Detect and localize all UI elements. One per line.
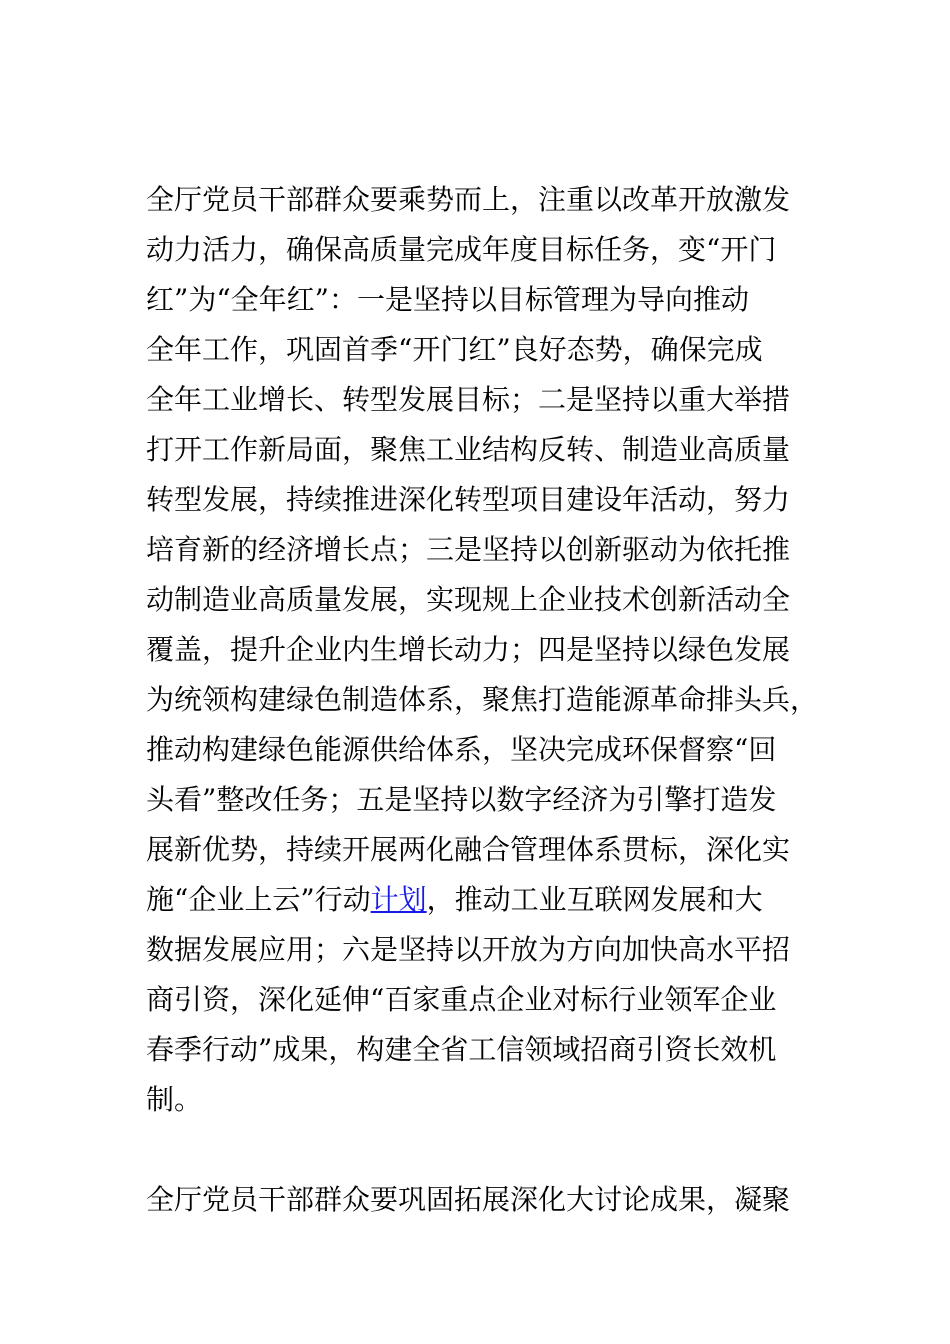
paragraph-1-line-15 [146,882,846,918]
paragraph-1-line-6: 打开工作新局面，聚焦工业结构反转、制造业高质量 [146,433,791,466]
link-line-before: 施“企业上云”行动 [146,883,371,916]
paragraph-1-line-7: 转型发展，持续推进深化转型项目建设年活动，努力 [146,483,791,516]
paragraph-1-line-12: 推动构建绿色能源供给体系，坚决完成环保督察“回 [146,733,777,766]
link-line-after: ，推动工业互联网发展和大 [426,883,763,916]
paragraph-2-line-1: 全厅党员干部群众要巩固拓展深化大讨论成果，凝聚 [146,1183,791,1216]
paragraph-1-line-13: 头看”整改任务；五是坚持以数字经济为引擎打造发 [146,783,777,816]
paragraph-1-line-5: 全年工业增长、转型发展目标；二是坚持以重大举措 [146,383,791,416]
paragraph-1-line-14: 展新优势，持续开展两化融合管理体系贯标，深化实 [146,833,791,866]
plan-link[interactable]: 计划 [370,883,427,916]
paragraph-1-line-16: 数据发展应用；六是坚持以开放为方向加快高水平招 [146,933,791,966]
paragraph-1-line-3: 红”为“全年红”：一是坚持以目标管理为导向推动 [146,283,749,316]
paragraph-1-line-1: 全厅党员干部群众要乘势而上，注重以改革开放激发 [146,183,791,216]
paragraph-1-line-19: 制。 [146,1083,203,1116]
paragraph-1-line-8: 培育新的经济增长点；三是坚持以创新驱动为依托推 [146,533,791,566]
paragraph-1-line-9: 动制造业高质量发展，实现规上企业技术创新活动全 [146,583,791,616]
paragraph-1-line-2: 动力活力，确保高质量完成年度目标任务，变“开门 [146,233,777,266]
paragraph-1-line-4: 全年工作，巩固首季“开门红”良好态势，确保完成 [146,333,763,366]
paragraph-1-line-11: 为统领构建绿色制造体系，聚焦打造能源革命排头兵， [146,683,819,716]
paragraph-1-line-17: 商引资，深化延伸“百家重点企业对标行业领军企业 [146,983,777,1016]
paragraph-1-line-10: 覆盖，提升企业内生增长动力；四是坚持以绿色发展 [146,633,791,666]
paragraph-1-line-18: 春季行动”成果，构建全省工信领域招商引资长效机 [146,1033,777,1066]
